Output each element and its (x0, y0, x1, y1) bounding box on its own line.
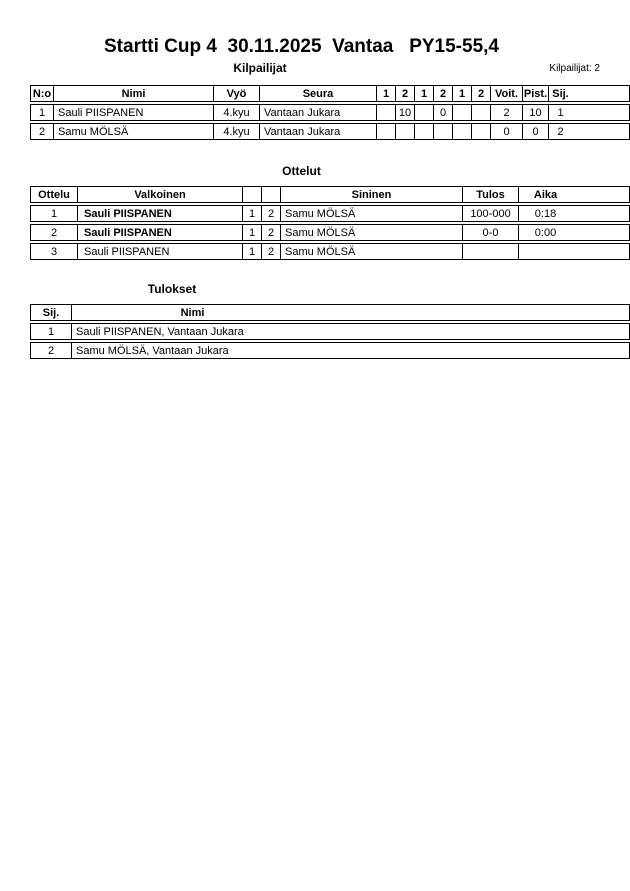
page-title: Startti Cup 4 30.11.2025 Vantaa PY15-55,4 (104, 36, 499, 57)
tulokset-table (30, 304, 630, 359)
cell-score (471, 105, 490, 120)
cell-score (376, 124, 395, 139)
col-header-pist: Pist. (523, 87, 548, 100)
section-title-tulokset: Tulokset (147, 282, 197, 296)
cell-no: 2 (38, 125, 46, 138)
competitor-count-label: Kilpailijat: 2 (549, 63, 600, 74)
cell-score (414, 124, 433, 139)
cell-pist: 10 (522, 105, 548, 120)
col-header-nimi: Nimi (71, 305, 313, 320)
kilpailijat-header-line (0, 61, 630, 77)
col-header-score: 1 (414, 86, 433, 101)
cell-aika: 0:00 (518, 225, 572, 240)
cell-nimi: Samu MÖLSÄ (53, 124, 213, 139)
table-row (30, 104, 630, 121)
col-header-seura: Seura (259, 86, 376, 101)
cell-sij: 1 (47, 325, 55, 338)
cell-sininen: Samu MÖLSÄ (280, 225, 462, 240)
col-header-sij: Sij. (42, 306, 60, 319)
cell-ottelu: 2 (50, 226, 58, 239)
cell-voit: 0 (490, 124, 522, 139)
cell-sij: 1 (548, 105, 572, 120)
cell-marker-1: 1 (242, 206, 261, 221)
cell-seura: Vantaan Jukara (259, 105, 376, 120)
cell-no: 1 (38, 106, 46, 119)
col-header-vyo: Vyö (213, 86, 259, 101)
cell-vyo: 4.kyu (213, 105, 259, 120)
kilpailijat-header-row (30, 85, 630, 102)
cell-marker-1: 1 (242, 244, 261, 259)
cell-tulos: 0-0 (462, 225, 518, 240)
cell-pist: 0 (522, 124, 548, 139)
col-header-tulos: Tulos (462, 187, 518, 202)
tulokset-header-row (30, 304, 630, 321)
cell-tulos: 100-000 (462, 206, 518, 221)
col-header-valkoinen: Valkoinen (77, 187, 242, 202)
cell-tulos (462, 244, 518, 259)
cell-score: 0 (433, 105, 452, 120)
cell-aika (518, 244, 572, 259)
cell-sij: 2 (47, 344, 55, 357)
cell-score (471, 124, 490, 139)
cell-score (414, 105, 433, 120)
table-row (30, 123, 630, 140)
cell-score (395, 124, 414, 139)
section-title-ottelut: Ottelut (282, 164, 321, 178)
table-row (30, 224, 630, 241)
col-header-ottelu: Ottelu (38, 188, 70, 201)
table-row (30, 205, 630, 222)
col-header-aika: Aika (518, 187, 572, 202)
cell-score: 10 (395, 105, 414, 120)
col-header-blank (261, 187, 280, 202)
cell-score (376, 105, 395, 120)
col-header-score: 1 (452, 86, 471, 101)
cell-score (452, 105, 471, 120)
cell-sininen: Samu MÖLSÄ (280, 244, 462, 259)
cell-score (433, 124, 452, 139)
table-row (30, 342, 630, 359)
cell-nimi: Sauli PIISPANEN, Vantaan Jukara (71, 324, 313, 339)
cell-sij: 2 (548, 124, 572, 139)
ottelut-table (30, 186, 630, 260)
cell-ottelu: 1 (50, 207, 58, 220)
cell-nimi: Sauli PIISPANEN (53, 105, 213, 120)
cell-score (452, 124, 471, 139)
cell-seura: Vantaan Jukara (259, 124, 376, 139)
cell-vyo: 4.kyu (213, 124, 259, 139)
cell-marker-2: 2 (261, 206, 280, 221)
col-header-sij: Sij. (548, 86, 572, 101)
table-row (30, 243, 630, 260)
cell-aika: 0:18 (518, 206, 572, 221)
cell-valkoinen: Sauli PIISPANEN (77, 206, 242, 221)
col-header-sininen: Sininen (280, 187, 462, 202)
cell-nimi: Samu MÖLSÄ, Vantaan Jukara (71, 343, 313, 358)
cell-valkoinen: Sauli PIISPANEN (77, 244, 242, 259)
col-header-no: N:o (32, 87, 52, 100)
col-header-score: 2 (395, 86, 414, 101)
section-title-kilpailijat: Kilpailijat (233, 61, 287, 75)
col-header-nimi: Nimi (53, 86, 213, 101)
table-row (30, 323, 630, 340)
ottelut-header-row (30, 186, 630, 203)
cell-marker-2: 2 (261, 225, 280, 240)
cell-sininen: Samu MÖLSÄ (280, 206, 462, 221)
cell-marker-1: 1 (242, 225, 261, 240)
col-header-voit: Voit. (490, 86, 522, 101)
cell-ottelu: 3 (50, 245, 58, 258)
cell-voit: 2 (490, 105, 522, 120)
kilpailijat-table (30, 85, 630, 140)
col-header-score: 2 (433, 86, 452, 101)
col-header-blank (242, 187, 261, 202)
col-header-score: 2 (471, 86, 490, 101)
col-header-score: 1 (376, 86, 395, 101)
cell-valkoinen: Sauli PIISPANEN (77, 225, 242, 240)
cell-marker-2: 2 (261, 244, 280, 259)
